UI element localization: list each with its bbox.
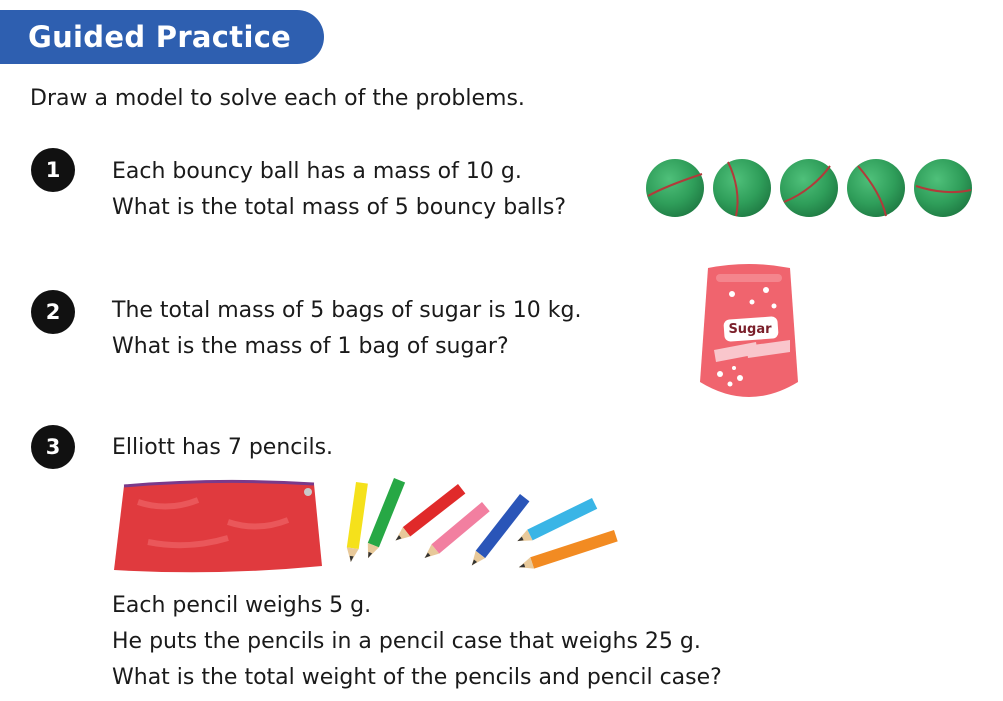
question-3-text	[112, 588, 722, 696]
bouncy-ball-1	[646, 159, 704, 217]
sugar-bag-image	[694, 262, 804, 406]
question-3-line-1: Each pencil weighs 5 g.	[112, 593, 372, 618]
question-3-intro	[112, 430, 333, 466]
bouncy-ball-4	[847, 159, 905, 217]
question-1-line-2: What is the total mass of 5 bouncy balls?	[112, 195, 567, 220]
page-title: Guided Practice	[28, 20, 292, 54]
bouncy-ball-2	[713, 159, 771, 217]
pencils-and-case-image	[108, 472, 628, 582]
question-3-number: 3	[31, 425, 75, 469]
question-2-text	[112, 293, 581, 365]
pencil-blue	[467, 494, 529, 569]
question-1-number: 1	[31, 148, 75, 192]
question-1-line-1: Each bouncy ball has a mass of 10 g.	[112, 159, 522, 184]
sugar-label: Sugar	[728, 322, 772, 337]
bouncy-balls-image	[644, 158, 974, 218]
question-2-line-2: What is the mass of 1 bag of sugar?	[112, 334, 509, 359]
question-3-line-3: What is the total weight of the pencils and pencil case?	[112, 665, 722, 690]
guided-practice-banner	[0, 10, 324, 64]
question-3-intro-line: Elliott has 7 pencils.	[112, 435, 334, 460]
bouncy-ball-3	[780, 159, 838, 217]
pencil-light-blue	[515, 498, 598, 546]
pencil-case	[114, 481, 322, 572]
question-3-line-2: He puts the pencils in a pencil case that weighs 25 g.	[112, 629, 701, 654]
pencil-green	[363, 478, 406, 560]
bouncy-ball-5	[914, 159, 972, 217]
question-2-line-1: The total mass of 5 bags of sugar is 10 kg.	[112, 298, 582, 323]
pencil-yellow	[345, 482, 368, 563]
question-1-text	[112, 154, 566, 226]
question-2-number: 2	[31, 290, 75, 334]
instruction-text: Draw a model to solve each of the problems.	[30, 86, 525, 111]
